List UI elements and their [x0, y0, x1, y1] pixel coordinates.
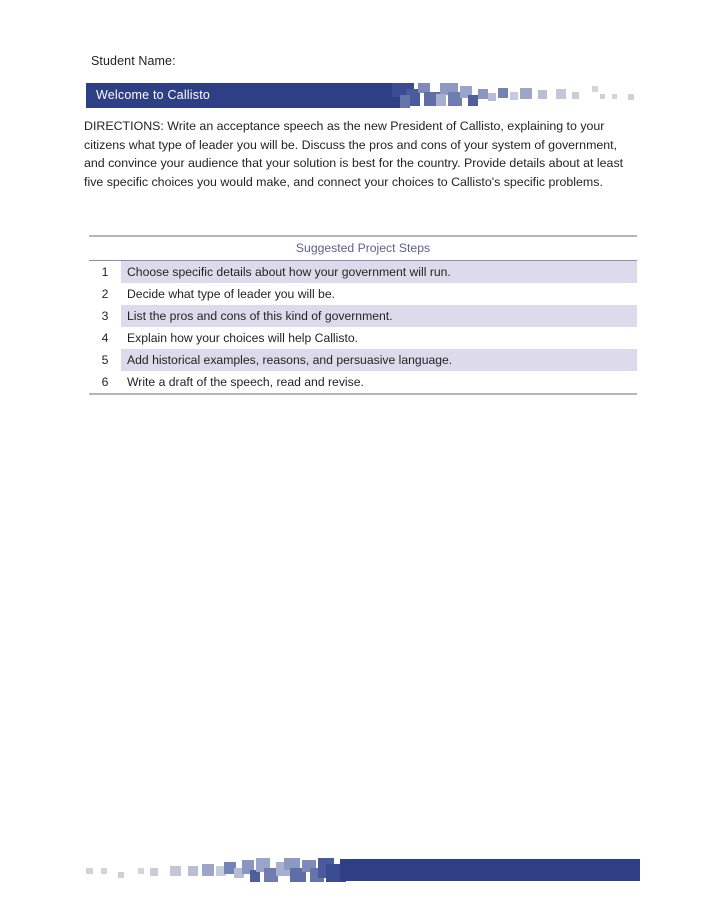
step-number: 6: [101, 375, 109, 389]
step-number: 5: [101, 353, 109, 367]
step-text: List the pros and cons of this kind of government.: [121, 305, 637, 327]
banner-title: Welcome to Callisto: [96, 88, 211, 102]
step-text: Choose specific details about how your government will run.: [121, 261, 637, 283]
step-text: Add historical examples, reasons, and persuasive language.: [121, 349, 637, 371]
table-row: [89, 283, 637, 305]
directions-paragraph: DIRECTIONS: Write an acceptance speech as the new President of Callisto, explaining to your citizens what type of leader you will be. Discuss the pros and cons of your system of government, and convince your audience that your solution is best for the country. Provide details about at least five specific choices you would make, and connect your choices to Callisto's specific problems.: [84, 119, 624, 189]
step-number: 4: [101, 331, 109, 345]
footer-pixel-decoration: [84, 856, 640, 884]
footer-banner: [84, 856, 640, 884]
suggested-steps-table: [89, 235, 637, 395]
step-text: Explain how your choices will help Callisto.: [127, 331, 358, 345]
step-number: 3: [101, 309, 109, 323]
header-banner: [86, 83, 640, 108]
table-row: [89, 327, 637, 349]
table-row: [89, 371, 637, 393]
table-row: [89, 261, 637, 283]
table-row: [89, 349, 637, 371]
student-name-label: Student Name:: [91, 54, 176, 68]
step-text: Decide what type of leader you will be.: [127, 287, 335, 301]
steps-table-title: Suggested Project Steps: [89, 237, 637, 261]
step-number: 2: [101, 287, 109, 301]
step-text: Write a draft of the speech, read and revise.: [127, 375, 364, 389]
table-row: [89, 305, 637, 327]
step-number: 1: [101, 265, 109, 279]
